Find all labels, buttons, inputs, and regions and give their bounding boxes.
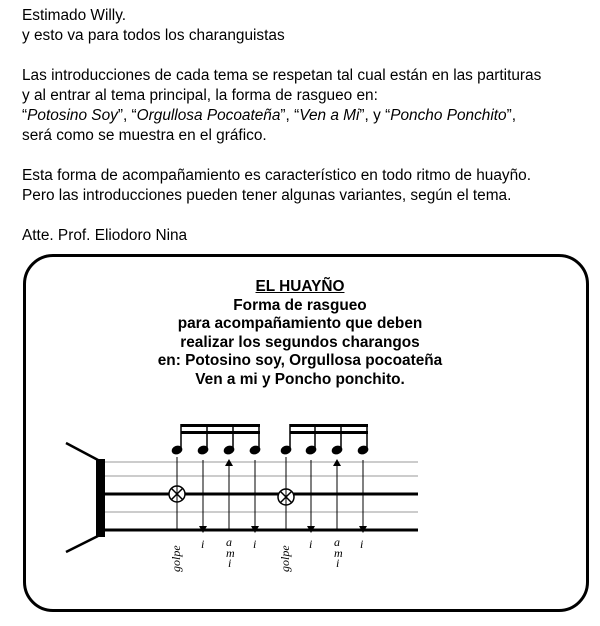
beam [181,431,260,434]
song-quote: “ [294,107,300,124]
label-a: a [334,535,340,549]
figure-line: para acompañamiento que deben [177,315,423,332]
paragraph-2-line-2: Pero las introducciones pueden tener algunas variantes, según el tema. [22,187,512,204]
label-golpe: golpe [169,545,183,572]
label-i: i [360,537,364,551]
song-sep: ”, [117,107,132,124]
label-i: i [253,537,257,551]
song-quote: “ [385,107,391,124]
nut-bar [96,459,105,537]
paragraph-2-line-1: Esta forma de acompañamiento es característico en todo ritmo de huayño. [22,167,532,184]
signature: Atte. Prof. Eliodoro Nina [22,227,188,244]
figure-heading [0,278,600,389]
dedication-line: y esto va para todos los charanguistas [22,27,285,44]
song-list [22,106,592,126]
song-title: Poncho Ponchito [390,107,507,124]
note-group-2 [279,424,369,456]
figure-line: realizar los segundos charangos [180,333,420,351]
figure-line: Forma de rasgueo [233,296,367,314]
letter-text [22,6,592,246]
paragraph-1-line-4: será como se muestra en el gráfico. [22,127,267,144]
figure-line: Ven a mi y Poncho ponchito. [195,370,405,388]
song-title: Orgullosa Pocoateña [136,107,281,124]
song-sep: ”, [506,107,516,124]
song-title: Ven a Mi [299,107,360,124]
figure-line: en: Potosino soy, Orgullosa pocoateña [157,352,443,369]
song-sep: ”, [280,107,295,124]
label-m: m [334,546,343,560]
label-golpe: golpe [278,545,292,572]
label-i: i [228,556,232,570]
label-i: i [309,537,313,551]
neck-line-bottom [66,536,98,552]
song-sep: ”, y [359,107,386,124]
paragraph-1-line-1: Las introducciones de cada tema se respetan tal cual están en las partituras [22,67,542,84]
label-a: a [226,535,232,549]
neck-line-top [66,443,98,460]
figure-title: EL HUAYÑO [255,278,345,295]
beam [290,424,368,427]
beam [290,431,368,434]
label-i: i [201,537,205,551]
song-title: Potosino Soy [27,107,118,124]
strumming-diagram [0,420,600,595]
paragraph-1-line-2: y al entrar al tema principal, la forma de rasgueo en: [22,87,378,104]
label-i: i [336,556,340,570]
song-quote: “ [131,107,137,124]
greeting: Estimado Willy. [22,7,127,24]
label-m: m [226,546,235,560]
note-group-1 [170,424,261,456]
song-quote: “ [22,107,28,124]
beam [181,424,260,427]
